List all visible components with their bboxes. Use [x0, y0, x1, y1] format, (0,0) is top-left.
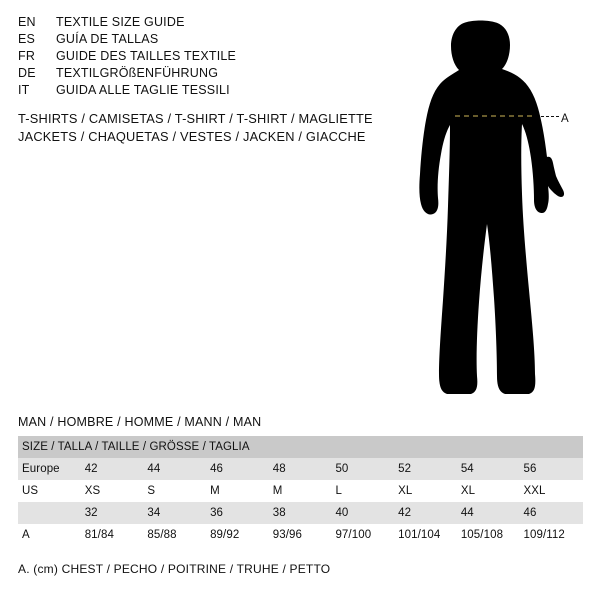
cell: 44 — [457, 502, 520, 524]
garment-line-tshirts: T-SHIRTS / CAMISETAS / T-SHIRT / T-SHIRT / MAGLIETTE — [18, 111, 373, 126]
table-row — [18, 524, 583, 546]
cell: 54 — [457, 458, 520, 480]
language-text: GUIDA ALLE TAGLIE TESSILI — [56, 83, 230, 97]
row-label — [18, 502, 81, 524]
language-code: EN — [18, 15, 36, 29]
cell: S — [143, 480, 206, 502]
cell: 101/104 — [394, 524, 457, 546]
language-code: ES — [18, 32, 36, 46]
cell: 34 — [143, 502, 206, 524]
size-table-section — [18, 415, 583, 576]
cell: 46 — [520, 502, 584, 524]
language-row — [18, 32, 378, 49]
cell: L — [331, 480, 394, 502]
cell: M — [269, 480, 332, 502]
cell: XL — [457, 480, 520, 502]
size-table — [18, 436, 583, 546]
table-title: MAN / HOMBRE / HOMME / MANN / MAN — [18, 415, 262, 429]
language-text: GUIDE DES TAILLES TEXTILE — [56, 49, 237, 63]
language-code: DE — [18, 66, 36, 80]
cell: 46 — [206, 458, 269, 480]
row-label: Europe — [18, 458, 81, 480]
cell: 44 — [143, 458, 206, 480]
cell: 50 — [331, 458, 394, 480]
table-row-header — [18, 436, 583, 458]
row-label: A — [18, 524, 81, 546]
table-header-label: SIZE / TALLA / TAILLE / GRÖSSE / TAGLIA — [18, 436, 583, 458]
language-text: TEXTILGRÖßENFÜHRUNG — [56, 66, 219, 80]
cell: XXL — [520, 480, 584, 502]
male-figure-silhouette-icon — [395, 8, 600, 408]
cell: 56 — [520, 458, 584, 480]
language-header-block — [18, 15, 378, 100]
cell: 36 — [206, 502, 269, 524]
language-row — [18, 15, 378, 32]
measure-label-a: A — [561, 113, 569, 125]
measure-connector-icon — [541, 116, 559, 117]
cell: 38 — [269, 502, 332, 524]
language-text: TEXTILE SIZE GUIDE — [56, 15, 185, 29]
cell: 40 — [331, 502, 394, 524]
language-text: GUÍA DE TALLAS — [56, 32, 159, 46]
language-row — [18, 83, 378, 100]
garment-line-jackets: JACKETS / CHAQUETAS / VESTES / JACKEN / GIACCHE — [18, 129, 366, 144]
table-row — [18, 502, 583, 524]
cell: 109/112 — [520, 524, 584, 546]
garment-type-block — [18, 110, 418, 146]
language-row — [18, 66, 378, 83]
cell: 89/92 — [206, 524, 269, 546]
cell: 52 — [394, 458, 457, 480]
row-label: US — [18, 480, 81, 502]
cell: 81/84 — [81, 524, 144, 546]
table-row — [18, 458, 583, 480]
cell: 32 — [81, 502, 144, 524]
cell: 42 — [394, 502, 457, 524]
cell: 48 — [269, 458, 332, 480]
cell: 93/96 — [269, 524, 332, 546]
language-row — [18, 49, 378, 66]
cell: 85/88 — [143, 524, 206, 546]
cell: M — [206, 480, 269, 502]
cell: 42 — [81, 458, 144, 480]
cell: 97/100 — [331, 524, 394, 546]
cell: 105/108 — [457, 524, 520, 546]
table-footnote: A. (cm) CHEST / PECHO / POITRINE / TRUHE / PETTO — [18, 562, 331, 576]
language-code: IT — [18, 83, 30, 97]
language-code: FR — [18, 49, 36, 63]
cell: XL — [394, 480, 457, 502]
cell: XS — [81, 480, 144, 502]
figure-illustration — [395, 8, 600, 408]
table-row — [18, 480, 583, 502]
